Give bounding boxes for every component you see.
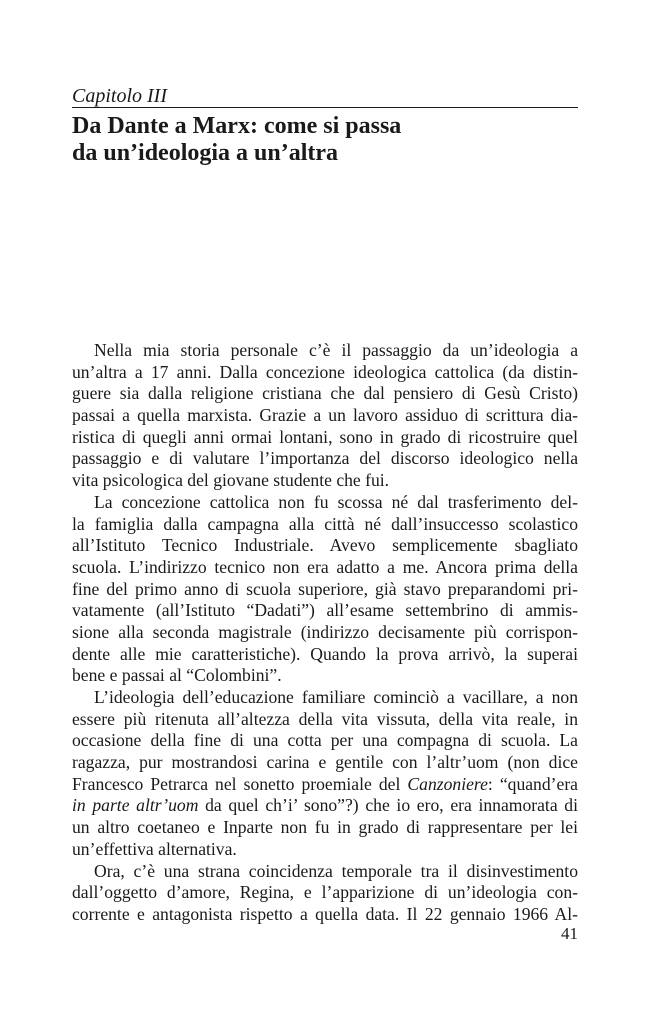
paragraph: [72, 492, 578, 687]
text-line: passaggio e di valutare l’importanza del discorso ideologico nella: [72, 448, 578, 469]
text-line: all’Istituto Tecnico Industriale. Avevo semplicemente sbagliato: [72, 535, 578, 556]
text-line: [72, 795, 578, 817]
text-line: la famiglia dalla campagna alla città né dall’insuccesso scolastico: [72, 513, 578, 534]
text-line: corrente e antagonista rispetto a quella data. Il 22 gennaio 1966 Al-: [72, 903, 578, 924]
text-line: vita psicologica del giovane studente che fui.: [72, 470, 390, 491]
text-line: fine del primo anno di scuola superiore, già stavo preparandomi pri-: [72, 578, 578, 599]
text-line: vatamente (all’Istituto “Dadati”) all’esame settembrino di ammis-: [72, 600, 578, 621]
chapter-title: [72, 113, 578, 167]
paragraph: [72, 340, 578, 492]
text-line: [72, 774, 578, 796]
chapter-title-line: da un’ideologia a un’altra: [72, 140, 339, 166]
text-line: L’ideologia dell’educazione familiare cominciò a vacillare, a non: [94, 687, 578, 707]
text-fragment: : “quand’era: [487, 773, 578, 794]
text-line: un altro coetaneo e Inparte non fu in grado di rappresentare per lei: [72, 817, 578, 838]
text-line: ragazza, pur mostrandosi carina e gentile con l’altr’uom (non dice: [72, 752, 578, 773]
chapter-title-line: Da Dante a Marx: come si passa: [72, 113, 402, 139]
text-line: ristica di quegli anni ormai lontani, sono in grado di ricostruire quel: [72, 426, 578, 447]
paragraph: [72, 861, 578, 926]
text-line: bene e passai al “Colombini”.: [72, 665, 282, 686]
text-line: La concezione cattolica non fu scossa né dal trasferimento del-: [94, 491, 578, 512]
book-title-italic: Canzoniere: [407, 773, 488, 794]
page-number: 41: [561, 924, 578, 943]
text-line: passai a quella marxista. Grazie a un lavoro assiduo di scrittura dia-: [72, 405, 578, 426]
text-fragment: da quel ch’i’ sono”?) che io ero, era innamorata di: [198, 795, 578, 816]
chapter-divider: [72, 107, 578, 108]
text-line: scuola. L’indirizzo tecnico non era adatto a me. Ancora prima della: [72, 556, 578, 577]
text-line: dall’oggetto d’amore, Regina, e l’apparizione di un’ideologia con-: [72, 882, 578, 903]
paragraph: [72, 687, 578, 861]
text-line: occasione della fine di una cotta per una compagna di scuola. La: [72, 730, 578, 751]
text-line: essere più ritenuta all’altezza della vita vissuta, della vita reale, in: [72, 708, 578, 729]
text-line: un’effettiva alternativa.: [72, 838, 237, 859]
text-fragment: Francesco Petrarca nel sonetto proemiale del: [72, 773, 408, 794]
quote-italic: in parte altr’uom: [72, 795, 199, 816]
text-line: dente alle mie caratteristiche). Quando la prova arrivò, la superai: [72, 643, 578, 664]
text-line: guere sia dalla religione cristiana che dal pensiero di Gesù Cristo): [72, 383, 578, 404]
body-text: [72, 340, 578, 926]
text-line: Ora, c’è una strana coincidenza temporale tra il disinvestimento: [94, 860, 578, 881]
text-line: sione alla seconda magistrale (indirizzo decisamente più corrispon-: [72, 621, 578, 642]
chapter-label: Capitolo III: [72, 85, 167, 107]
text-line: Nella mia storia personale c’è il passaggio da un’ideologia a: [94, 340, 578, 360]
text-line: un’altra a 17 anni. Dalla concezione ideologica cattolica (da distin-: [72, 361, 578, 382]
